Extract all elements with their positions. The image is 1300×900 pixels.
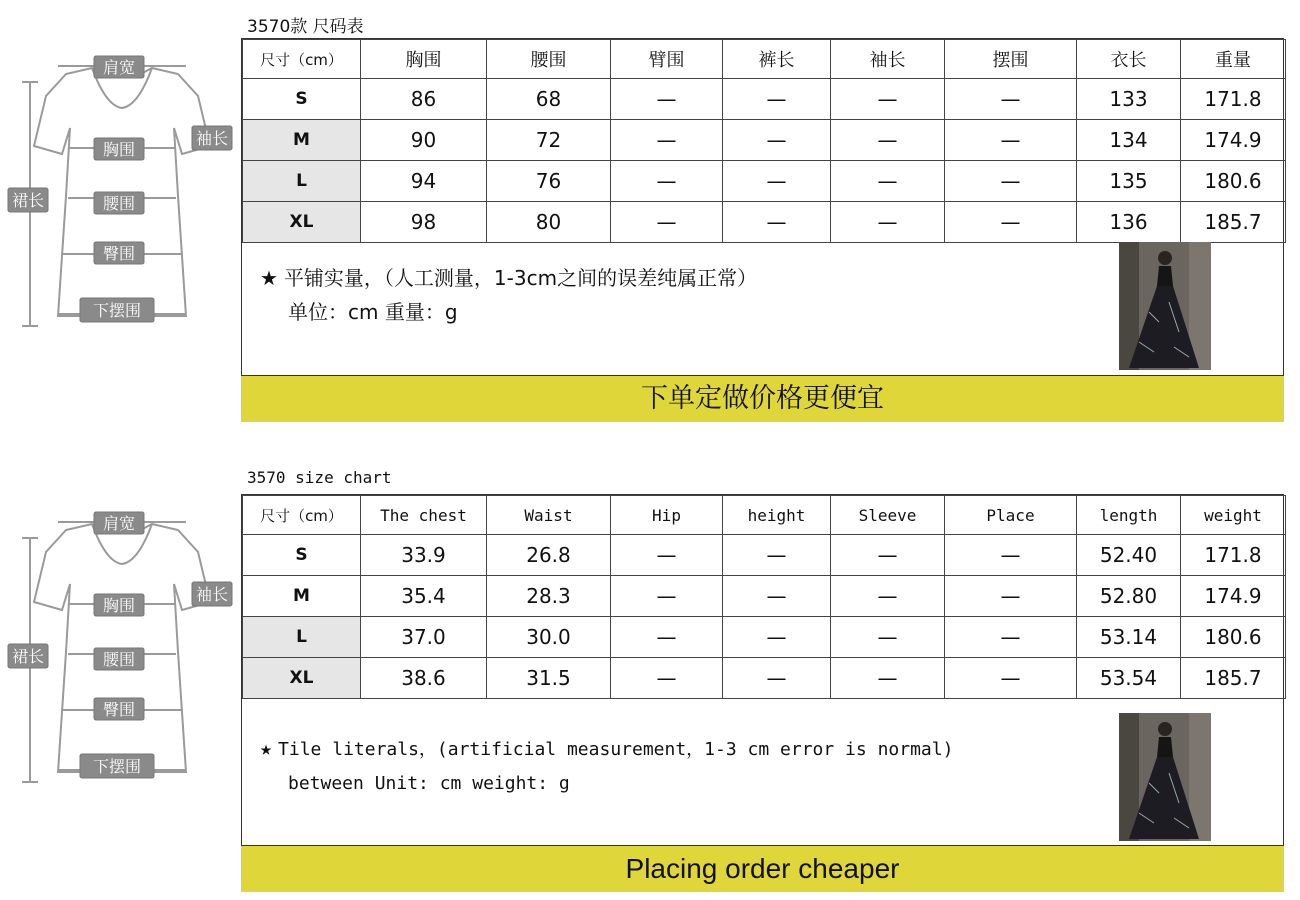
table-cell: 30.0 [487, 617, 611, 658]
table-cell: — [945, 120, 1077, 161]
note-line-2: 单位：cm 重量：g [288, 300, 458, 324]
header-cell: 裤长 [723, 40, 831, 79]
measurement-note [260, 261, 757, 329]
table-cell: 136 [1077, 202, 1181, 243]
header-cell: Place [945, 496, 1077, 535]
size-cell: L [243, 617, 361, 658]
table-cell: — [611, 658, 723, 699]
table-cell: 134 [1077, 120, 1181, 161]
table-cell: — [945, 161, 1077, 202]
table-cell: 174.9 [1181, 576, 1286, 617]
table-cell: — [723, 535, 831, 576]
table-row [243, 161, 1286, 202]
note-line-1: Tile literals，(artificial measurement，1-3 cm error is normal) [278, 739, 954, 760]
promo-banner: Placing order cheaper [241, 845, 1284, 892]
size-cell: XL [243, 202, 361, 243]
table-cell: 180.6 [1181, 617, 1286, 658]
table-cell: — [945, 202, 1077, 243]
table-cell: 98 [361, 202, 487, 243]
header-cell: 臂围 [611, 40, 723, 79]
size-cell: S [243, 79, 361, 120]
size-cell: M [243, 576, 361, 617]
table-cell: 37.0 [361, 617, 487, 658]
table-cell: — [611, 576, 723, 617]
hip-label: 臀围 [102, 244, 136, 263]
size-table-box [241, 494, 1284, 892]
header-cell: Sleeve [831, 496, 945, 535]
header-cell: Hip [611, 496, 723, 535]
chest-label: 胸围 [102, 140, 136, 159]
table-cell: 52.40 [1077, 535, 1181, 576]
header-cell: 胸围 [361, 40, 487, 79]
table-cell: 31.5 [487, 658, 611, 699]
table-cell: — [831, 202, 945, 243]
table-cell: — [831, 617, 945, 658]
table-row [243, 658, 1286, 699]
skirt-length-label: 裙长 [11, 647, 45, 666]
size-cell: S [243, 535, 361, 576]
header-cell: height [723, 496, 831, 535]
table-cell: — [831, 576, 945, 617]
header-cell: 尺寸（cm） [243, 496, 361, 535]
shoulder-label: 肩宽 [102, 514, 136, 533]
size-chart-cn [0, 0, 1300, 430]
table-row [243, 576, 1286, 617]
table-cell: — [945, 576, 1077, 617]
size-table-box [241, 38, 1284, 422]
table-cell: 185.7 [1181, 658, 1286, 699]
table-cell: 171.8 [1181, 79, 1286, 120]
star-icon: ★ [260, 266, 278, 290]
table-cell: — [611, 202, 723, 243]
header-cell: 摆围 [945, 40, 1077, 79]
header-cell: The chest [361, 496, 487, 535]
header-cell: 衣长 [1077, 40, 1181, 79]
table-cell: — [831, 120, 945, 161]
table-cell: — [723, 79, 831, 120]
measurement-note [260, 731, 953, 801]
product-photo [1119, 242, 1211, 370]
table-cell: — [945, 535, 1077, 576]
table-cell: 68 [487, 79, 611, 120]
size-cell: M [243, 120, 361, 161]
table-cell: 171.8 [1181, 535, 1286, 576]
table-cell: — [611, 617, 723, 658]
table-cell: 180.6 [1181, 161, 1286, 202]
dress-measurement-diagram [6, 502, 238, 822]
note-line-1: 平铺实量，（人工测量，1-3cm之间的误差纯属正常） [283, 266, 758, 290]
hem-label: 下摆围 [92, 301, 142, 320]
skirt-length-label: 裙长 [11, 191, 45, 210]
size-table [242, 495, 1286, 699]
table-cell: — [831, 79, 945, 120]
hip-label: 臀围 [102, 700, 136, 719]
table-header-row [243, 496, 1286, 535]
header-cell: weight [1181, 496, 1286, 535]
table-cell: — [611, 120, 723, 161]
star-icon: ★ [260, 736, 273, 760]
table-cell: — [723, 161, 831, 202]
table-cell: 133 [1077, 79, 1181, 120]
sleeve-label: 袖长 [195, 585, 229, 604]
table-cell: 86 [361, 79, 487, 120]
chart-title: 3570 size chart [247, 468, 392, 487]
product-photo [1119, 713, 1211, 841]
table-cell: 72 [487, 120, 611, 161]
sleeve-label: 袖长 [195, 129, 229, 148]
table-row [243, 535, 1286, 576]
table-cell: — [945, 79, 1077, 120]
table-cell: — [723, 120, 831, 161]
header-cell: Waist [487, 496, 611, 535]
promo-banner: 下单定做价格更便宜 [241, 375, 1284, 422]
header-cell: 腰围 [487, 40, 611, 79]
table-cell: — [723, 617, 831, 658]
table-cell: 76 [487, 161, 611, 202]
table-cell: — [723, 576, 831, 617]
size-table [242, 39, 1286, 243]
size-cell: XL [243, 658, 361, 699]
table-cell: 80 [487, 202, 611, 243]
table-cell: 38.6 [361, 658, 487, 699]
chest-label: 胸围 [102, 596, 136, 615]
table-cell: — [723, 658, 831, 699]
shoulder-label: 肩宽 [102, 58, 136, 77]
waist-label: 腰围 [102, 194, 136, 213]
table-row [243, 617, 1286, 658]
dress-measurement-diagram [6, 46, 238, 366]
table-cell: 185.7 [1181, 202, 1286, 243]
header-cell: length [1077, 496, 1181, 535]
table-cell: 53.54 [1077, 658, 1181, 699]
table-cell: — [945, 617, 1077, 658]
table-cell: 35.4 [361, 576, 487, 617]
table-cell: 26.8 [487, 535, 611, 576]
table-row [243, 202, 1286, 243]
note-line-2: between Unit: cm weight: g [288, 773, 570, 794]
table-cell: 28.3 [487, 576, 611, 617]
header-cell: 重量 [1181, 40, 1286, 79]
table-cell: — [611, 535, 723, 576]
table-header-row [243, 40, 1286, 79]
table-cell: — [611, 79, 723, 120]
table-cell: 174.9 [1181, 120, 1286, 161]
table-cell: 135 [1077, 161, 1181, 202]
header-cell: 袖长 [831, 40, 945, 79]
table-cell: 90 [361, 120, 487, 161]
table-cell: 53.14 [1077, 617, 1181, 658]
table-cell: — [831, 658, 945, 699]
table-cell: — [611, 161, 723, 202]
table-cell: — [831, 161, 945, 202]
table-cell: 33.9 [361, 535, 487, 576]
size-chart-en [0, 456, 1300, 886]
chart-title: 3570款 尺码表 [247, 17, 364, 37]
table-row [243, 79, 1286, 120]
table-cell: — [945, 658, 1077, 699]
table-cell: 94 [361, 161, 487, 202]
table-cell: — [723, 202, 831, 243]
size-cell: L [243, 161, 361, 202]
table-row [243, 120, 1286, 161]
header-cell: 尺寸（cm） [243, 40, 361, 79]
hem-label: 下摆围 [92, 757, 142, 776]
table-cell: — [831, 535, 945, 576]
table-cell: 52.80 [1077, 576, 1181, 617]
waist-label: 腰围 [102, 650, 136, 669]
